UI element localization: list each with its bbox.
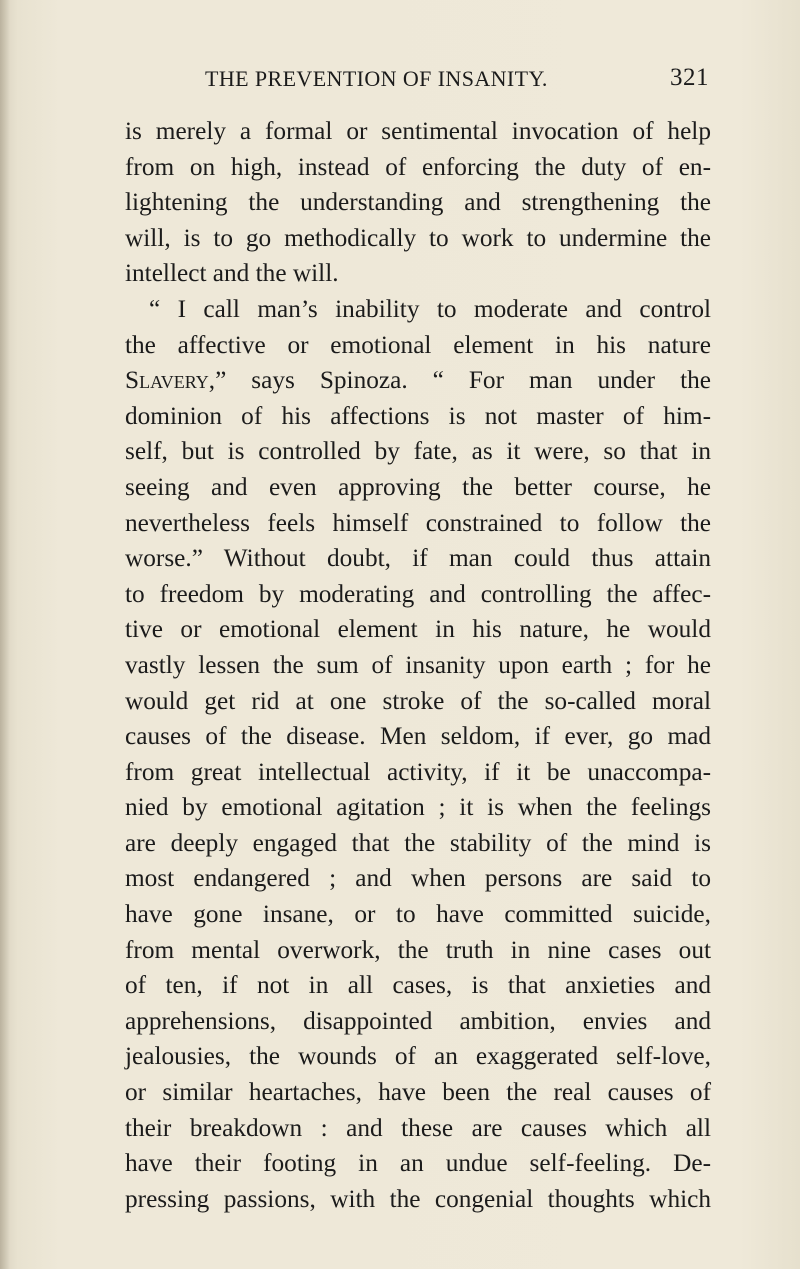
text-line: nevertheless feels himself constrained to follow the [125,508,711,537]
text-line: to freedom by moderating and controlling the affec- [125,579,711,608]
text-line: are deeply engaged that the stability of the mind is [125,828,711,857]
text-line: lightening the understanding and strengthening the [125,188,711,217]
text-line: vastly lessen the sum of insanity upon earth ; for he [125,650,711,679]
small-caps-word: Slavery [125,366,209,395]
text-line: pressing passions, with the congenial thoughts which [125,1184,711,1213]
text-line: self, but is controlled by fate, as it were, so that in [125,437,711,466]
text-line: tive or emotional element in his nature, he would [125,615,711,644]
text-line-slavery [125,363,711,399]
text-line: dominion of his affections is not master of him- [125,401,711,430]
page-number: 321 [670,64,709,91]
text-line: intellect and the will. [125,259,339,288]
text-line: apprehensions, disappointed ambition, envies and [125,1006,711,1035]
text-line: “ I call man’s inability to moderate and control [149,294,711,323]
text-line: jealousies, the wounds of an exaggerated self-love, [125,1042,711,1071]
text-line: will, is to go methodically to work to undermine the [125,223,711,252]
text-line: is merely a formal or sentimental invocation of help [125,117,711,145]
running-title: THE PREVENTION OF INSANITY. [205,66,548,91]
text-line: nied by emotional agitation ; it is when the feelings [125,793,711,822]
text-line: their breakdown : and these are causes which all [125,1113,711,1142]
text-line-rest: ,” says Spinoza. “ For man under the [208,366,711,395]
text-line: causes of the disease. Men seldom, if ever, go mad [125,722,711,751]
text-line: or similar heartaches, have been the real causes of [125,1078,711,1107]
text-line: of ten, if not in all cases, is that anxieties and [125,971,711,1000]
text-line: the affective or emotional element in his nature [125,330,711,359]
text-line: from on high, instead of enforcing the duty of en- [125,152,711,181]
text-line: seeing and even approving the better course, he [125,472,711,501]
text-line: from mental overwork, the truth in nine cases out [125,935,711,964]
text-line: most endangered ; and when persons are said to [125,864,711,893]
body-text [125,114,711,1217]
text-line: worse.” Without doubt, if man could thus attain [125,544,711,573]
text-line: would get rid at one stroke of the so-called moral [125,686,711,715]
text-line: have their footing in an undue self-feeling. De- [125,1149,711,1178]
running-head [125,66,709,106]
gutter-shadow [0,0,10,1269]
text-line: have gone insane, or to have committed suicide, [125,900,711,929]
text-line: from great intellectual activity, if it be unaccompa- [125,757,711,786]
